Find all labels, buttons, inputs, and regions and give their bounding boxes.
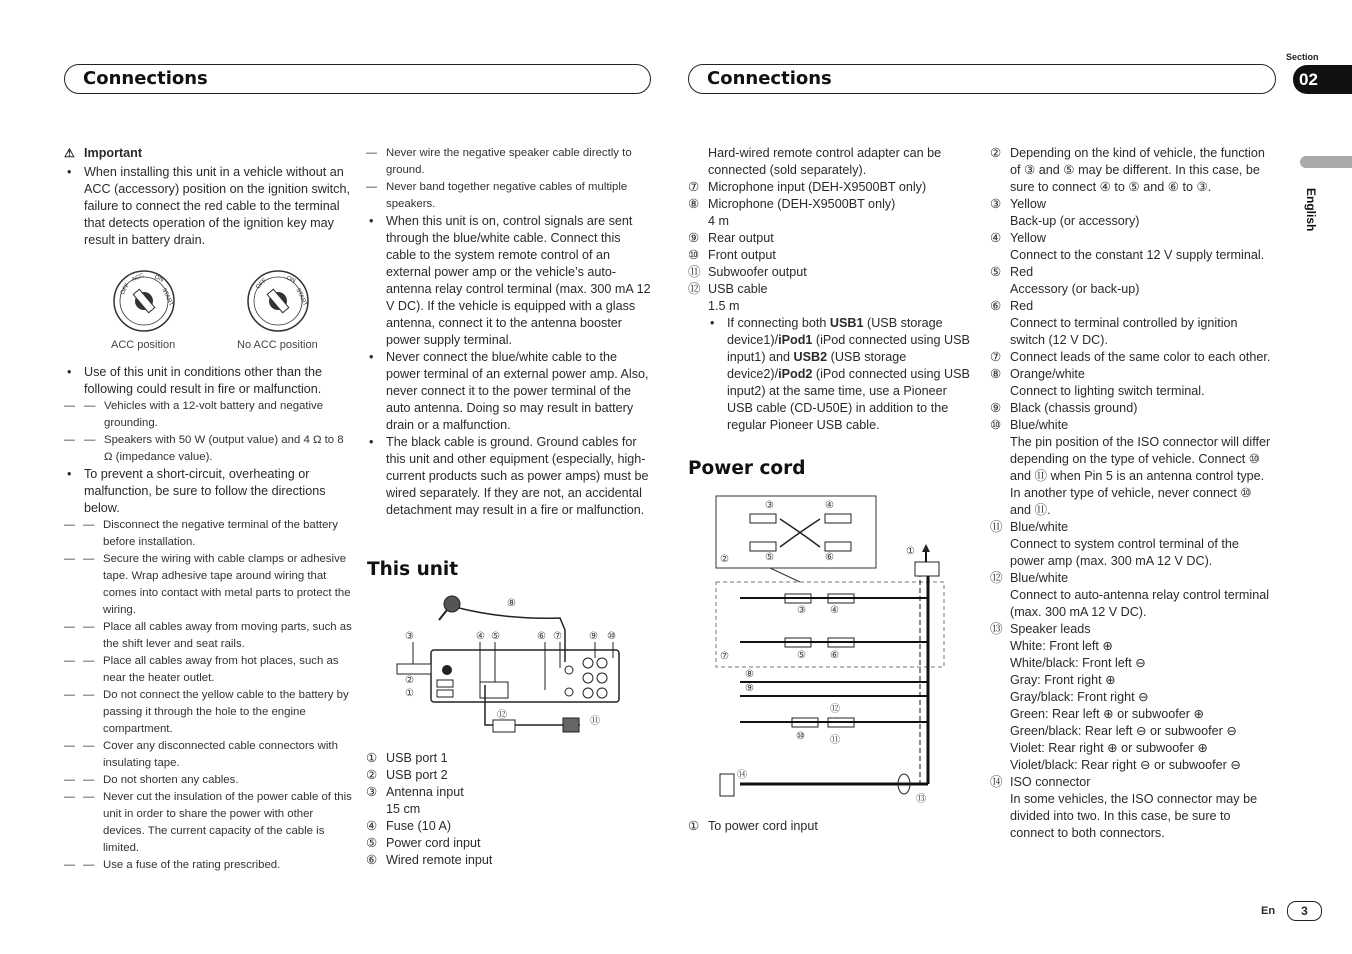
pc-callout-4: ④ [825,500,834,511]
b3-dash-item: — — Place all cables away from moving parts, such as the shift lever and seat rails. [64,619,354,653]
unit-part-item-text: USB cable [708,282,768,296]
unit-part-item [366,784,652,801]
pc-callout-11: ⑪ [830,735,840,746]
unit-part-item-number: ⑥ [366,853,378,867]
power-lead-item [990,196,1275,213]
unit-part-item-number: ⑩ [688,248,700,262]
power-lead-item-text: Gray/black: Front right ⊖ [1010,690,1149,704]
unit-part-item [366,835,652,852]
noacc-ignition-label-start: START [294,287,308,308]
unit-part-item-number: ④ [366,819,378,833]
page-number: 3 [1301,904,1308,918]
unit-callout-2: ② [405,675,414,686]
power-lead-item-text: Green: Rear left ⊕ or subwoofer ⊕ [1010,707,1204,721]
power-lead-item [990,740,1275,757]
power-lead-item-text: In some vehicles, the ISO connector may be divided into two. In this case, be sure to connect to both connectors. [1010,792,1258,840]
important-heading: ⚠ Important [64,146,143,160]
power-lead-item [990,774,1275,791]
unit-part-item-number: ⑫ [688,282,701,296]
power-lead-item-text: Connect leads of the same color to each other. [1010,350,1271,364]
power-lead-item [990,587,1275,621]
unit-callout-5: ⑤ [491,631,500,642]
c2-dash-2: — Never band together negative cables of multiple speakers. [366,179,652,213]
power-lead-item-text: Connect to auto-antenna relay control terminal (max. 300 mA 12 V DC). [1010,588,1270,619]
power-lead-item-number: ⑬ [990,622,1003,636]
unit-callout-3: ③ [405,631,414,642]
unit-part-item [366,750,652,767]
power-lead-item [990,315,1275,349]
b2-dash-2: — — Speakers with 50 W (output value) and 4 Ω to 8 Ω (impedance value). [64,432,354,466]
power-lead-item-text: Blue/white [1010,520,1069,534]
unit-part-item-text: USB port 2 [386,768,448,782]
power-lead-item-number: ⑦ [990,350,1002,364]
unit-part-item [688,281,970,298]
power-lead-item [990,638,1275,655]
unit-parts-list [366,750,652,869]
pc-callout-7: ⑦ [720,651,729,662]
power-lead-item-number: ⑫ [990,571,1003,585]
power-lead-item-text: Speaker leads [1010,622,1091,636]
b3-dash-item: — — Cover any disconnected cable connectors with insulating tape. [64,738,354,772]
unit-part-item [688,298,970,315]
power-lead-item-text: Gray: Front right ⊕ [1010,673,1116,687]
c2-dash-1: — Never wire the negative speaker cable directly to ground. [366,145,652,179]
unit-part-item-text: USB port 1 [386,751,448,765]
unit-part-item-text: Wired remote input [386,853,493,867]
acc-position-caption: ACC position [111,339,176,351]
power-lead-item [990,281,1275,298]
column-2 [366,145,652,519]
usb-note: • If connecting both USB1 (USB storage device1)/iPod1 (iPod connected using USB input1) and USB2 (USB storage device2)/iPod2 (iPod connected using USB input2) at the same time, use a Pioneer USB cable (CD-U50E) in addition to the regular Pioneer USB cable. [688,315,970,434]
section-label: Section [1286,52,1319,62]
pc-callout-3b: ③ [797,605,806,616]
unit-part-item [366,767,652,784]
column-3 [688,145,970,434]
power-lead-item [990,791,1275,842]
acc-ignition-label-start: START [160,287,174,308]
unit-part-item [688,179,970,196]
power-lead-item-text: Blue/white [1010,571,1069,585]
power-lead-item-text: Accessory (or back-up) [1010,282,1140,296]
pc-callout-4b: ④ [830,605,839,616]
this-unit-diagram [395,590,635,750]
unit-part-item [366,801,652,818]
pc-callout-3: ③ [765,500,774,511]
pc-callout-10: ⑩ [796,731,805,742]
column-4 [990,145,1275,842]
page-number-badge [1287,901,1322,921]
power-lead-item-text: Green/black: Rear left ⊖ or subwoofer ⊖ [1010,724,1237,738]
power-lead-item-number: ⑧ [990,367,1002,381]
power-lead-item [990,519,1275,536]
power-lead-item-text: Back-up (or accessory) [1010,214,1140,228]
power-lead-item [990,349,1275,366]
side-tab-label: English [1304,188,1318,232]
power-lead-item [990,230,1275,247]
unit-part-item-number: ⑦ [688,180,700,194]
power-lead-item-text: White/black: Front left ⊖ [1010,656,1146,670]
right-header-title: Connections [707,68,832,89]
unit-part-item-number: ③ [366,785,378,799]
pc-callout-5b: ⑤ [797,650,806,661]
power-lead-item [990,570,1275,587]
c2-bullet-3: • The black cable is ground. Ground cables for this unit and other equipment (especially, high-current products such as power amps) must be wired separately. If they are not, an accidental detachment may result in a fire or malfunction. [366,434,652,519]
noacc-ignition-label-on: ON [285,275,297,285]
power-lead-item [990,689,1275,706]
power-lead-item-text: White: Front left ⊕ [1010,639,1113,653]
power-lead-item [990,383,1275,400]
unit-callout-12: ⑫ [497,710,507,721]
pc-callout-13: ⑬ [916,794,926,805]
b3-dash-item: — — Do not connect the yellow cable to the battery by passing it through the hole to the engine compartment. [64,687,354,738]
unit-part-item-text: 15 cm [386,802,421,816]
unit-callout-11: ⑪ [590,716,600,727]
c3-line-0: Hard-wired remote control adapter can be connected (sold separately). [708,146,942,177]
power-lead-item-text: Red [1010,265,1034,279]
important-bullet-1: • When installing this unit in a vehicle without an ACC (accessory) position on the ignition switch, failure to connect the red cable to the terminal that detects operation of the ignition key may result in battery drain. [64,164,354,249]
pc-callout-6b: ⑥ [830,650,839,661]
power-lead-item [990,706,1275,723]
unit-part-item [366,818,652,835]
unit-part-item-number: ② [366,768,378,782]
power-lead-item-text: Depending on the kind of vehicle, the function of ③ and ⑤ may be different. In this case, be sure to connect ④ to ⑤ and ⑥ to ③. [1010,146,1265,194]
power-lead-item-text: Red [1010,299,1034,313]
unit-part-item [688,247,970,264]
unit-part-item-number: ⑨ [688,231,700,245]
power-lead-item-text: Yellow [1010,197,1046,211]
pc-callout-6: ⑥ [825,552,834,563]
pc-callout-1: ① [906,546,915,557]
power-lead-item-text: Orange/white [1010,367,1085,381]
pc-callout-2: ② [720,554,729,565]
unit-part-item [366,852,652,869]
power-lead-item [990,400,1275,417]
power-lead-item [990,672,1275,689]
power-lead-item-number: ③ [990,197,1002,211]
power-lead-item [990,723,1275,740]
power-lead-item-number: ⑭ [990,775,1003,789]
power-lead-item [990,434,1275,519]
pc-item-1: ① To power cord input [688,819,818,833]
pc-callout-9: ⑨ [745,683,754,694]
acc-ignition-label-on: ON [153,274,165,284]
power-lead-item-number: ⑨ [990,401,1002,415]
pc-callout-12: ⑫ [830,704,840,715]
b3-dash-item: — — Place all cables away from hot places, such as near the heater outlet. [64,653,354,687]
unit-part-item-text: Power cord input [386,836,481,850]
power-lead-item-number: ⑩ [990,418,1002,432]
unit-callout-8: ⑧ [507,598,516,609]
unit-part-item-text: Subwoofer output [708,265,807,279]
unit-part-item-text: Microphone (DEH-X9500BT only) [708,197,896,211]
power-cord-title: Power cord [688,458,806,479]
power-lead-item-text: Connect to lighting switch terminal. [1010,384,1205,398]
unit-part-item-text: 1.5 m [708,299,740,313]
unit-part-item-text: Front output [708,248,776,262]
power-lead-item-text: The pin position of the ISO connector will differ depending on the type of vehicle. Connect ⑩ and ⑪ when Pin 5 is an antenna control type. In another type of vehicle, never connect ⑩ and ⑪. [1010,435,1271,517]
power-cord-diagram [710,492,960,812]
b3-dash-item: — — Do not shorten any cables. [64,772,354,789]
unit-callout-1: ① [405,688,414,699]
unit-callout-10: ⑩ [607,631,616,642]
unit-part-item-number: ⑪ [688,265,701,279]
power-lead-item [990,757,1275,774]
power-lead-item-number: ② [990,146,1002,160]
column-1 [64,145,354,874]
unit-part-item [688,196,970,213]
pc-callout-14: ⑭ [737,770,747,781]
unit-part-item-text: Rear output [708,231,774,245]
unit-part-item-number: ⑧ [688,197,700,211]
power-lead-item [990,655,1275,672]
unit-callout-9: ⑨ [589,631,598,642]
unit-callout-4: ④ [476,631,485,642]
section-number-badge [1293,65,1352,94]
this-unit-title: This unit [367,559,459,580]
unit-part-item [688,264,970,281]
important-icon: ⚠ [64,146,75,160]
unit-callout-7: ⑦ [553,631,562,642]
power-lead-item-text: Yellow [1010,231,1046,245]
power-lead-item-text: Blue/white [1010,418,1069,432]
unit-part-item-text: Microphone input (DEH-X9500BT only) [708,180,927,194]
power-lead-item-number: ④ [990,231,1002,245]
side-tab [1300,156,1352,168]
b3-dash-list [64,517,354,874]
power-lead-item [990,536,1275,570]
b3-dash-item: — — Use a fuse of the rating prescribed. [64,857,354,874]
power-lead-item [990,366,1275,383]
power-lead-item-text: Connect to the constant 12 V supply terminal. [1010,248,1265,262]
power-lead-item-number: ⑪ [990,520,1003,534]
power-lead-item-text: Violet: Rear right ⊕ or subwoofer ⊕ [1010,741,1208,755]
power-lead-item-text: Violet/black: Rear right ⊖ or subwoofer ⊖ [1010,758,1241,772]
power-lead-item [990,298,1275,315]
pc-callout-8: ⑧ [745,669,754,680]
pc-callout-5: ⑤ [765,552,774,563]
b2-dash-1: — — Vehicles with a 12-volt battery and negative grounding. [64,398,354,432]
section-number: 02 [1299,70,1318,89]
ignition-illustrations [64,249,354,364]
c2-bullet-2: • Never connect the blue/white cable to the power terminal of an external power amp. Also, never connect it to the power terminal of the auto antenna. Doing so may result in battery drain or a malfunction. [366,349,652,434]
unit-part-item-number: ⑤ [366,836,378,850]
right-section-header [688,64,1276,94]
power-lead-item [990,621,1275,638]
b3-dash-item: — — Never cut the insulation of the power cable of this unit in order to share the power with other devices. The current capacity of the cable is limited. [64,789,354,857]
power-cord-list [688,818,970,835]
unit-part-item-text: Antenna input [386,785,464,799]
power-lead-item [990,264,1275,281]
b3-dash-item: — — Disconnect the negative terminal of the battery before installation. [64,517,354,551]
power-lead-item [990,247,1275,264]
power-lead-item [990,213,1275,230]
acc-ignition-label-acc: ACC [131,272,146,284]
important-bullet-2: • Use of this unit in conditions other than the following could result in fire or malfunction. [64,364,354,398]
acc-ignition-label-off: OFF [119,282,132,296]
noacc-ignition-label-off: OFF [255,277,269,291]
left-header-title: Connections [83,68,208,89]
power-lead-item-text: Connect to terminal controlled by ignition switch (12 V DC). [1010,316,1238,347]
unit-part-item-text: Fuse (10 A) [386,819,452,833]
power-lead-item-text: Connect to system control terminal of the power amp (max. 300 mA 12 V DC). [1010,537,1239,568]
power-lead-item [990,417,1275,434]
unit-part-item [688,213,970,230]
unit-callout-6: ⑥ [537,631,546,642]
power-lead-item-number: ⑥ [990,299,1002,313]
power-lead-item-text: Black (chassis ground) [1010,401,1138,415]
power-lead-item-text: ISO connector [1010,775,1091,789]
unit-part-item-number: ① [366,751,378,765]
c2-bullet-1: • When this unit is on, control signals are sent through the blue/white cable. Connect this cable to the system remote control of an external power amp or the vehicle’s auto-antenna relay control terminal (max. 300 mA 12 V DC). If the vehicle is equipped with a glass antenna, connect it to the antenna booster power supply terminal. [366,213,652,349]
footer-lang: En [1261,905,1276,917]
unit-parts-list-continued [688,179,970,315]
b3-dash-item: — — Secure the wiring with cable clamps or adhesive tape. Wrap adhesive tape around wiring that comes into contact with metal parts to protect the wiring. [64,551,354,619]
important-bullet-3: • To prevent a short-circuit, overheating or malfunction, be sure to follow the directions below. [64,466,354,517]
left-section-header [64,64,651,94]
unit-part-item-text: 4 m [708,214,729,228]
noacc-position-caption: No ACC position [237,339,318,351]
power-lead-item [990,145,1275,196]
power-lead-item-number: ⑤ [990,265,1002,279]
unit-part-item [688,230,970,247]
